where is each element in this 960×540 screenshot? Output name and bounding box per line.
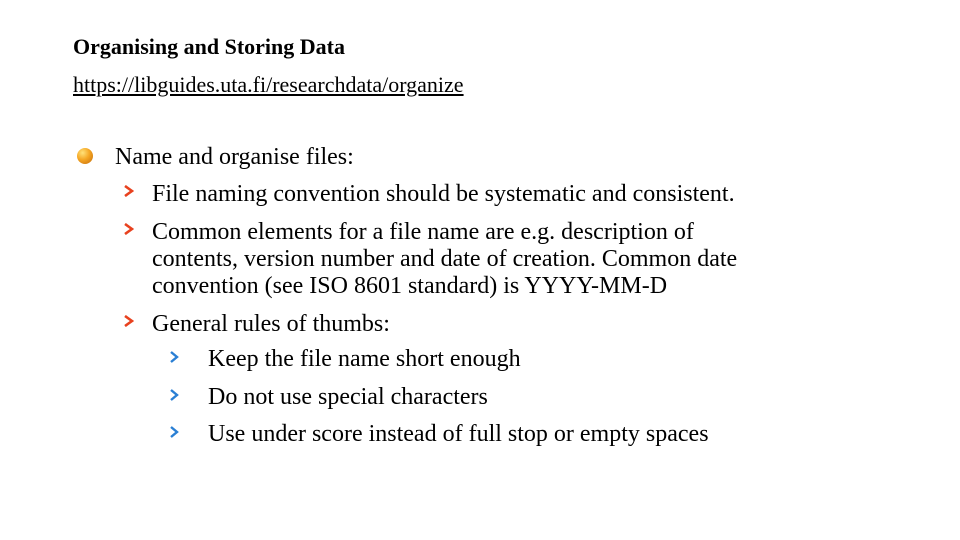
red-chevron-icon <box>124 315 134 327</box>
blue-chevron-icon <box>170 389 179 401</box>
list-item-level1 <box>115 144 354 171</box>
list-item-text: Name and organise files: <box>115 144 354 170</box>
blue-chevron-icon <box>170 426 179 438</box>
list-item-text: File naming convention should be systematic and consistent. <box>152 181 735 207</box>
list-item-text: General rules of thumbs: <box>152 311 390 337</box>
list-item-text: Use under score instead of full stop or empty spaces <box>208 421 709 447</box>
blue-chevron-icon <box>170 351 179 363</box>
list-item-text: Do not use special characters <box>208 384 488 410</box>
list-item-level2 <box>152 181 735 208</box>
list-item-level2-line <box>152 246 737 273</box>
list-item-text: convention (see ISO 8601 standard) is YYYY-MM-D <box>152 273 668 299</box>
list-item-text: Common elements for a file name are e.g. description of <box>152 219 694 245</box>
list-item-level2-line <box>152 219 694 246</box>
list-item-text: contents, version number and date of creation. Common date <box>152 246 738 272</box>
source-link[interactable]: https://libguides.uta.fi/researchdata/organize <box>73 72 464 97</box>
red-chevron-icon <box>124 185 134 197</box>
list-item-text: Keep the file name short enough <box>208 346 521 372</box>
red-chevron-icon <box>124 223 134 235</box>
list-item-level2-line <box>152 273 667 300</box>
list-item-level3 <box>208 421 709 448</box>
list-item-level2 <box>152 311 390 338</box>
slide-title: Organising and Storing Data <box>73 34 345 59</box>
orange-ball-bullet-icon <box>77 148 93 164</box>
list-item-level3 <box>208 346 521 373</box>
list-item-level3 <box>208 384 488 411</box>
